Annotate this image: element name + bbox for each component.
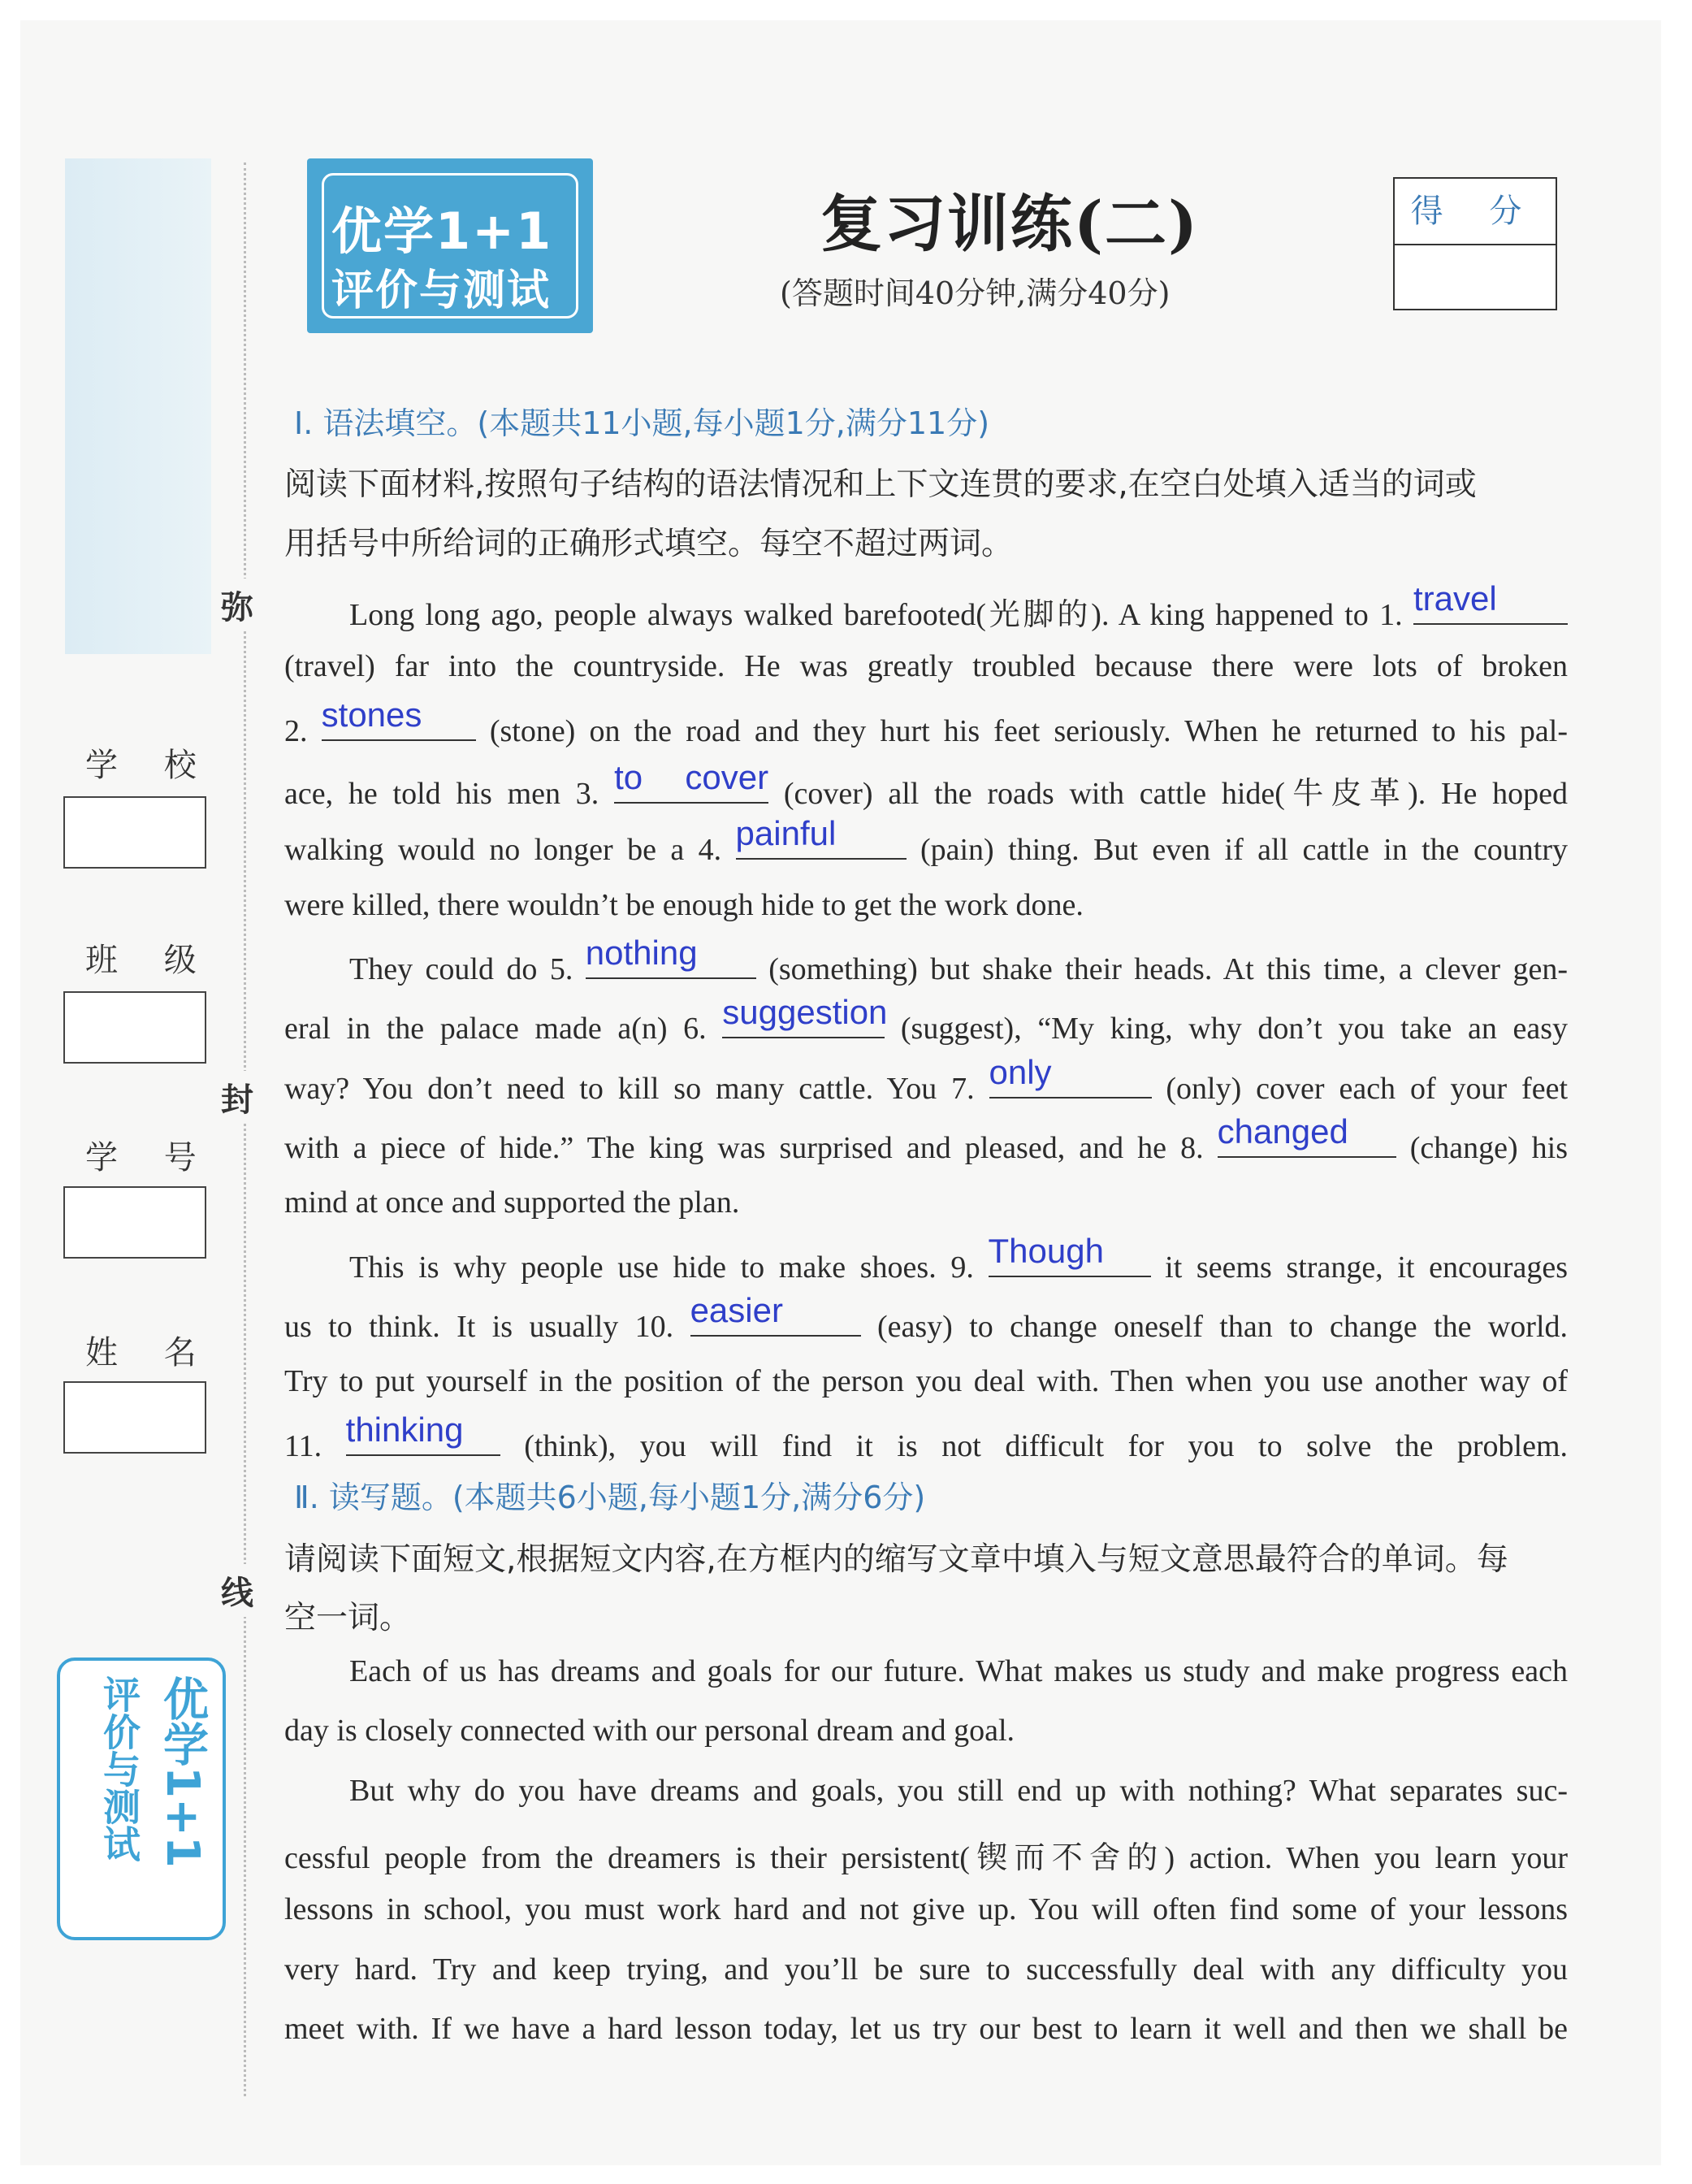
handwritten-answer: Though	[988, 1232, 1104, 1270]
school-label: 学 校	[85, 747, 214, 784]
passage-line: mind at once and supported the plan.	[284, 1185, 740, 1220]
answer-blank[interactable]	[690, 1291, 861, 1337]
score-label: 得 分	[1395, 179, 1556, 245]
class-field[interactable]	[63, 991, 206, 1064]
passage-line: with a piece of hide.” The king was surprised and pleased, and he 8. changed (change) his	[284, 1112, 1569, 1165]
section1-instruction-2: 用括号中所给词的正确形式填空。每空不超过两词。	[284, 526, 1014, 562]
page-subtitle: (答题时间40分钟,满分40分)	[780, 275, 1171, 311]
section1-heading: Ⅰ. 语法填空。(本题共11小题,每小题1分,满分11分)	[294, 405, 990, 441]
passage-line: This is why people use hide to make shoes. 9. Though it seems strange, it encourages	[349, 1232, 1569, 1285]
top-logo-line1: 优学1+1	[331, 202, 553, 261]
passage-line: 11. thinking (think), you will find it is not difficult for you to solve the problem.	[284, 1410, 1569, 1463]
name-label: 姓 名	[85, 1334, 214, 1372]
handwritten-answer: stones	[321, 696, 422, 734]
top-logo	[307, 158, 593, 333]
handwritten-answer: painful	[735, 814, 837, 852]
passage-line: were killed, there wouldn’t be enough hide to get the work done.	[284, 888, 1084, 922]
passage-line: way? You don’t need to kill so many cattle. You 7. only (only) cover each of your feet	[284, 1053, 1569, 1106]
handwritten-answer: thinking	[345, 1410, 464, 1449]
answer-blank[interactable]	[614, 758, 769, 804]
reading-line: very hard. Try and keep trying, and you’ll be sure to successfully deal with any difficulty you	[284, 1952, 1568, 1987]
passage-line: Long long ago, people always walked barefooted(光脚的). A king happened to 1. travel	[349, 589, 1568, 638]
reading-line: Each of us has dreams and goals for our future. What makes us study and make progress each	[349, 1654, 1568, 1688]
page-title: 复习训练(二)	[820, 188, 1199, 260]
side-logo-line1: 优学1+1	[156, 1675, 209, 1868]
reading-line: meet with. If we have a hard lesson today, let us try our best to learn it well and then we shall be	[284, 2012, 1568, 2046]
answer-blank[interactable]	[1217, 1112, 1396, 1158]
seal-char-mi: 弥	[221, 578, 253, 631]
top-logo-line2: 评价与测试	[331, 266, 552, 315]
reading-line: cessful people from the dreamers is their persistent(锲而不舍的) action. When you learn your	[284, 1841, 1568, 1875]
side-logo-line2: 评价与测试	[97, 1675, 141, 1862]
passage-line: (travel) far into the countryside. He was greatly troubled because there were lots of broken	[284, 649, 1568, 683]
name-field[interactable]	[63, 1381, 206, 1454]
answer-blank[interactable]	[321, 696, 476, 741]
passage-line: Try to put yourself in the position of the person you deal with. Then when you use another way of	[284, 1364, 1568, 1398]
reading-line: lessons in school, you must work hard and not give up. You will often find some of your lessons	[284, 1892, 1568, 1926]
school-field[interactable]	[63, 796, 206, 869]
section2-instruction-2: 空一词。	[284, 1600, 412, 1636]
handwritten-answer: changed	[1217, 1112, 1348, 1150]
side-logo	[57, 1658, 226, 1940]
passage-line: 2. stones (stone) on the road and they hurt his feet seriously. When he returned to his pal-	[284, 696, 1569, 748]
section2-heading: Ⅱ. 读写题。(本题共6小题,每小题1分,满分6分)	[294, 1480, 926, 1515]
seal-dotted-line	[244, 162, 246, 2096]
passage-line: eral in the palace made a(n) 6. suggestion (suggest), “My king, why don’t you take an easy	[284, 993, 1569, 1046]
passage-line: walking would no longer be a 4. painful (pain) thing. But even if all cattle in the country	[284, 814, 1569, 867]
reading-line: But why do you have dreams and goals, you still end up with nothing? What separates suc-	[349, 1774, 1568, 1808]
handwritten-answer: easier	[690, 1291, 783, 1329]
section1-instruction-1: 阅读下面材料,按照句子结构的语法情况和上下文连贯的要求,在空白处填入适当的词或	[284, 466, 1477, 503]
answer-blank[interactable]	[988, 1232, 1151, 1277]
student-number-label: 学 号	[85, 1139, 214, 1176]
handwritten-answer: suggestion	[722, 993, 888, 1031]
answer-blank[interactable]	[1413, 579, 1568, 625]
answer-blank[interactable]	[345, 1410, 500, 1456]
student-number-field[interactable]	[63, 1186, 206, 1259]
passage-line: ace, he told his men 3. to cover (cover) all the roads with cattle hide(牛皮革). He hoped	[284, 758, 1569, 811]
handwritten-answer: travel	[1413, 579, 1497, 618]
section2-instruction-1: 请阅读下面短文,根据短文内容,在方框内的缩写文章中填入与短文意思最符合的单词。每	[284, 1541, 1508, 1578]
handwritten-answer: to cover	[614, 758, 769, 796]
score-box	[1393, 177, 1557, 310]
answer-blank[interactable]	[722, 993, 888, 1038]
handwritten-answer: nothing	[585, 934, 698, 972]
seal-char-feng: 封	[221, 1071, 253, 1124]
handwritten-answer: only	[989, 1053, 1052, 1091]
passage-line: us to think. It is usually 10. easier (easy) to change oneself than to change the world.	[284, 1291, 1569, 1344]
class-label: 班 级	[85, 942, 214, 979]
reading-line: day is closely connected with our personal dream and goal.	[284, 1714, 1015, 1748]
seal-char-xian: 线	[221, 1564, 253, 1617]
binding-strip	[65, 158, 211, 654]
answer-blank[interactable]	[585, 934, 756, 979]
passage-line: They could do 5. nothing (something) but shake their heads. At this time, a clever gen-	[349, 934, 1568, 986]
answer-blank[interactable]	[989, 1053, 1152, 1098]
answer-blank[interactable]	[735, 814, 907, 860]
